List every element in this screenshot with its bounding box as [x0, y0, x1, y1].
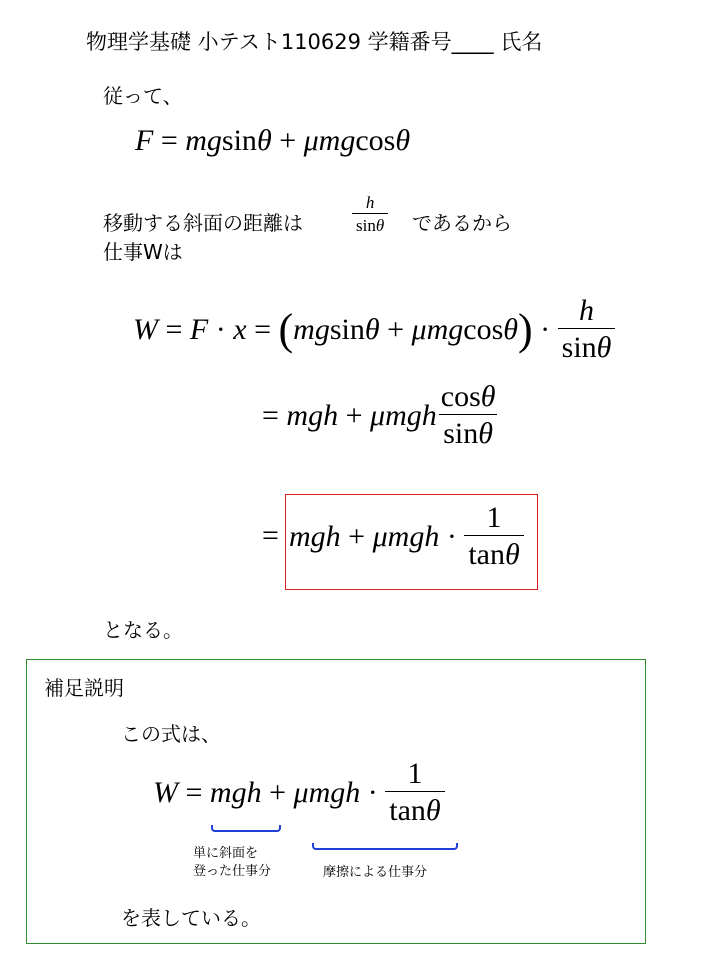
eq1-theta2: θ: [395, 124, 411, 157]
eq4-dot: ·: [446, 519, 457, 553]
equation-result: [289, 501, 524, 572]
eq1-F: F: [135, 124, 154, 157]
eq2-mg: mg: [293, 312, 330, 346]
eq1-plus: +: [279, 124, 297, 157]
eq2-lparen: (: [278, 304, 294, 354]
frac-den-theta: θ: [375, 216, 385, 235]
text-therefore: 従って、: [103, 84, 183, 108]
eq3-frac-theta2: θ: [478, 417, 493, 450]
eq1-mg2: mg: [318, 124, 356, 157]
brace-friction: [312, 843, 458, 850]
eq2-rparen: ): [518, 304, 533, 354]
eq1-theta: θ: [256, 124, 272, 157]
eq4-mu: μ: [372, 519, 388, 553]
sup-eq-mgh2: mgh: [308, 775, 361, 809]
eq3-equals: =: [262, 398, 279, 432]
eq4-frac-one: 1: [486, 501, 502, 534]
text-work: 仕事Wは: [103, 240, 183, 264]
frac-h: h: [365, 193, 375, 212]
eq2-dot2: ·: [540, 312, 551, 346]
frac-den-sin: sin: [356, 216, 376, 235]
sup-eq-equals: =: [185, 775, 203, 809]
eq4-frac-tan: tan: [468, 538, 505, 571]
eq2-frac-theta: θ: [596, 331, 612, 364]
eq4-mgh: mgh: [289, 519, 341, 553]
text-conclusion: となる。: [103, 618, 183, 642]
eq2-equals: =: [165, 312, 183, 346]
eq1-equals: =: [160, 124, 178, 157]
eq2-frac-h: h: [579, 294, 595, 327]
eq2-mg2: mg: [426, 312, 464, 346]
eq4-fraction: [464, 501, 523, 572]
eq4-equals: =: [262, 519, 279, 552]
sup-eq-mgh: mgh: [209, 775, 262, 809]
supplement-intro: この式は、: [121, 722, 221, 746]
eq4-frac-theta: θ: [504, 538, 520, 571]
supplement-ending: を表している。: [121, 906, 261, 930]
eq1-cos: cos: [355, 124, 396, 157]
eq4-plus: +: [348, 519, 366, 553]
page-title: 物理学基礎 小テスト110629 学籍番号____ 氏名: [86, 30, 543, 54]
supplement-heading: 補足説明: [44, 676, 124, 700]
sup-eq-plus: +: [269, 775, 287, 809]
sup-eq-frac-tan: tan: [389, 794, 426, 827]
supplement-equation: [153, 757, 445, 828]
eq2-plus: +: [387, 312, 405, 346]
eq2-W: W: [133, 312, 158, 346]
frac-den: [352, 213, 388, 236]
eq2-cos: cos: [463, 312, 504, 346]
equation-work: [133, 294, 615, 365]
eq2-equals2: =: [254, 312, 271, 346]
eq2-frac-sin: sin: [561, 331, 597, 364]
eq2-sin: sin: [329, 312, 365, 346]
eq3-frac-num: [437, 380, 500, 414]
eq3-plus: +: [345, 398, 363, 432]
text-because: であるから: [412, 211, 512, 235]
label-friction-work: 摩擦による仕事分: [323, 865, 428, 880]
sup-eq-W: W: [153, 775, 178, 809]
eq2-theta: θ: [364, 312, 380, 346]
fraction-distance: [352, 193, 388, 236]
sup-eq-dot: ·: [367, 775, 378, 809]
eq4-mgh2: mgh: [387, 519, 440, 553]
eq1-mg: mg: [185, 124, 222, 157]
eq2-frac-den: [558, 328, 616, 365]
sup-eq-mu: μ: [293, 775, 309, 809]
eq2-dot: ·: [215, 312, 226, 346]
eq2-mu: μ: [411, 312, 427, 346]
eq3-frac-theta: θ: [480, 380, 496, 413]
eq1-sin: sin: [221, 124, 257, 157]
label-potential-line2: 登った仕事分: [193, 864, 272, 879]
eq3-mgh: mgh: [286, 398, 339, 432]
label-potential-line1: 単に斜面を: [193, 846, 259, 861]
sup-eq-frac-one: 1: [407, 757, 423, 790]
equation-force: [135, 124, 410, 158]
text-distance: 移動する斜面の距離は: [103, 211, 303, 235]
eq3-frac-cos: cos: [440, 380, 481, 413]
eq3-mgh2: mgh: [385, 398, 437, 432]
equation-step2: [262, 380, 500, 451]
label-potential-work: [193, 845, 303, 881]
eq3-fraction: [437, 380, 500, 451]
eq2-x: x: [233, 312, 247, 346]
sup-eq-frac-den: [385, 791, 444, 828]
eq3-mu: μ: [370, 398, 386, 432]
brace-potential: [211, 825, 281, 832]
sup-eq-fraction: [385, 757, 444, 828]
eq3-frac-den: [439, 414, 497, 451]
eq2-fraction: [558, 294, 616, 365]
eq4-frac-den: [464, 535, 523, 572]
eq1-mu: μ: [303, 124, 319, 157]
eq3-frac-sin: sin: [443, 417, 479, 450]
eq2-F: F: [189, 312, 209, 346]
sup-eq-frac-theta: θ: [425, 794, 441, 827]
eq2-theta2: θ: [503, 312, 518, 346]
